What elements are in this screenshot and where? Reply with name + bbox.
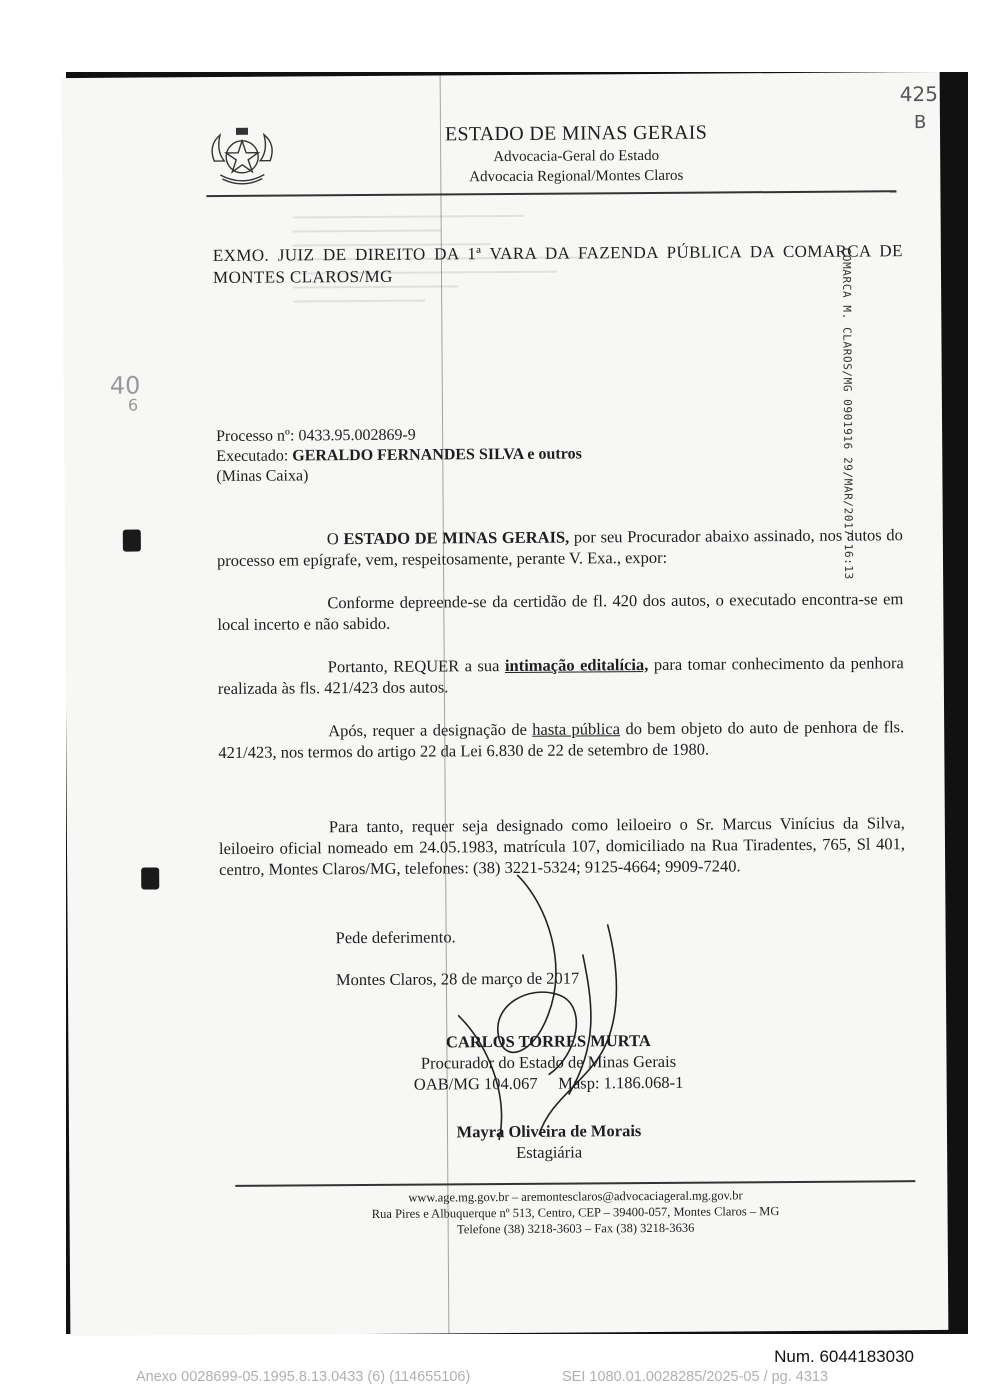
p1-bold: ESTADO DE MINAS GERAIS, xyxy=(343,527,570,549)
paragraph-3 xyxy=(218,652,904,699)
bleed-through-text xyxy=(293,202,624,374)
paragraph-2 xyxy=(217,588,903,635)
sei-reference: SEI 1080.01.0028285/2025-05 / pg. 4313 xyxy=(562,1369,829,1385)
intern-name: Mayra Oliveira de Morais xyxy=(456,1121,642,1142)
coat-of-arms-icon xyxy=(206,125,278,190)
p4-lead: Após, requer a designação de xyxy=(328,719,533,741)
p3-underline: intimação editalícia, xyxy=(504,654,649,675)
court-protocol-stamp: COMARCA M. CLAROS/MG 0901916 29/MAR/2017 16:13 xyxy=(839,247,856,580)
p5-text: Para tanto, requer seja designado como leiloeiro o Sr. Marcus Vinícius da Silva, leiloeiro oficial nomeado em 24.05.1983, matrícula 107, domiciliado na Rua Tiradentes, 765, Sl 401, centro, Montes Claros/MG, telefones: (38) 3221-5324; 9125-4664; 9909-7240. xyxy=(218,813,906,879)
p3-rest: para tomar conhecimento da penhora realizada às fls. 421/423 dos autos. xyxy=(217,653,904,699)
addressee: EXMO. JUIZ DE DIREITO DA 1ª VARA DA FAZENDA PÚBLICA DA COMARCA DE MONTES CLAROS/MG xyxy=(212,241,903,288)
p1-rest: por seu Procurador abaixo assinado, nos autos do processo em epígrafe, vem, respeitosamente, perante V. Exa., expor: xyxy=(216,525,903,571)
p2-text: Conforme depreende-se da certidão de fl. 420 dos autos, o executado encontra-se em local incerto e não sabido. xyxy=(217,589,904,635)
annex-reference: Anexo 0028699-05.1995.8.13.0433 (6) (114655106) xyxy=(136,1369,471,1385)
footer-phone: Telefone (38) 3218-3603 – Fax (38) 3218-3636 xyxy=(456,1220,695,1237)
process-number-label: Processo nº: xyxy=(216,427,295,446)
executed-label: Executado: xyxy=(216,447,289,466)
header-title: ESTADO DE MINAS GERAIS xyxy=(444,121,708,146)
process-info xyxy=(216,424,582,487)
header-subtitle-regional: Advocacia Regional/Montes Claros xyxy=(469,167,684,186)
intern-role: Estagiária xyxy=(516,1142,583,1162)
header-subtitle-agency: Advocacia-Geral do Estado xyxy=(493,147,660,166)
signatory-registration: OAB/MG 104.067 Masp: 1.186.068-1 xyxy=(413,1072,684,1094)
closing-place-date: Montes Claros, 28 de março de 2017 xyxy=(335,968,580,990)
signatory-role: Procurador do Estado de Minas Gerais xyxy=(420,1051,677,1073)
letterhead-footer xyxy=(235,1180,915,1239)
punch-hole-top xyxy=(123,530,141,552)
signatory-name: CARLOS TORRES MURTA xyxy=(445,1030,651,1052)
footer-address: Rua Pires e Albuquerque nº 513, Centro, CEP – 39400-057, Montes Claros – MG xyxy=(371,1204,780,1221)
p4-rest: do bem objeto do auto de penhora de fls. 421/423, nos termos do artigo 22 da Lei 6.830 de 22 de setembro de 1980. xyxy=(218,717,905,763)
process-note: (Minas Caixa) xyxy=(216,467,309,486)
handwritten-page-mark: B xyxy=(913,112,927,134)
intern-block xyxy=(389,1120,709,1164)
handwritten-page-number: 425 xyxy=(899,81,939,107)
document-number: Num. 6044183030 xyxy=(774,1347,914,1366)
process-number: 0433.95.002869-9 xyxy=(298,426,416,445)
paragraph-1 xyxy=(217,524,903,571)
p1-lead: O xyxy=(326,529,344,549)
document-page xyxy=(62,72,949,1336)
p4-underline: hasta pública xyxy=(532,719,621,739)
executed-name: GERALDO FERNANDES SILVA e outros xyxy=(292,445,582,465)
punch-hole-bottom xyxy=(141,867,159,889)
letterhead xyxy=(206,112,897,197)
p3-lead: Portanto, REQUER a sua xyxy=(327,655,505,677)
footer-web-email: www.age.mg.gov.br – aremontesclaros@advocaciageral.mg.gov.br xyxy=(408,1188,743,1205)
handwritten-left-note-2: 6 xyxy=(127,395,139,415)
handwritten-signature xyxy=(397,864,649,1146)
signatory-block xyxy=(388,1030,708,1095)
handwritten-left-note: 40 xyxy=(109,371,141,400)
closing-request: Pede deferimento. xyxy=(335,927,456,948)
paragraph-4 xyxy=(218,716,904,763)
